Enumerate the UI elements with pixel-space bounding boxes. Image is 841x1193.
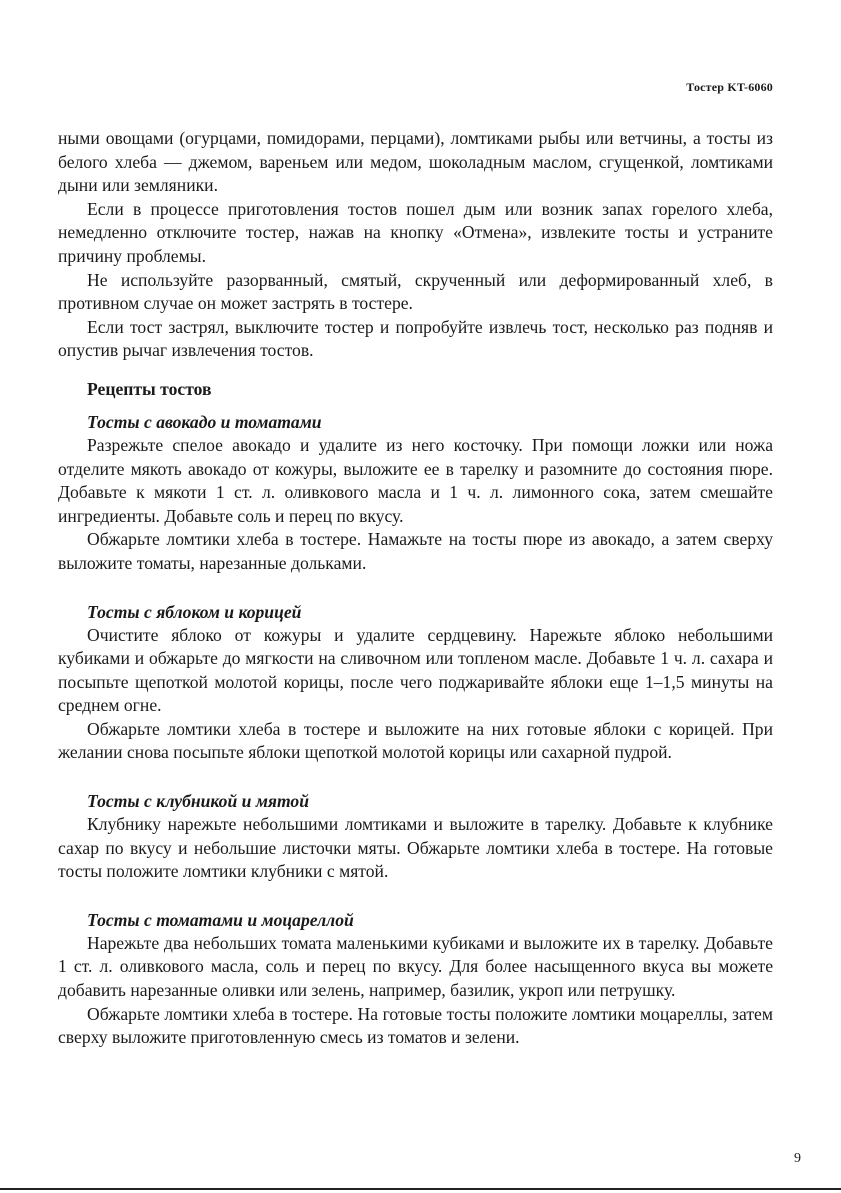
intro-paragraph: Если тост застрял, выключите тостер и попробуйте извлечь тост, несколько раз подняв и опустив рычаг извлечения тостов.: [58, 316, 773, 361]
intro-paragraph: Не используйте разорванный, смятый, скрученный или деформированный хлеб, в противном случае он может застрять в тостере.: [58, 269, 773, 314]
recipe-apple-cinnamon: [58, 600, 773, 766]
recipe-strawberry-mint: [58, 789, 773, 884]
intro-paragraph: ными овощами (огурцами, помидорами, перцами), ломтиками рыбы или ветчины, а тосты из белого хлеба — джемом, вареньем или медом, шоколадным маслом, сгущенкой, ломтиками дыни или земляники.: [58, 128, 773, 196]
page-number: 9: [794, 1151, 801, 1166]
recipe-paragraph: Клубнику нарежьте небольшими ломтиками и выложите в тарелку. Добавьте к клубнике сахар по вкусу и небольшие листочки мяты. Обжарьте ломтики хлеба в тостере. На готовые тосты положите ломтики клубники с мятой.: [58, 814, 773, 882]
recipe-paragraph: Обжарьте ломтики хлеба в тостере. Намажьте на тосты пюре из авокадо, а затем сверху выложите томаты, нарезанные дольками.: [58, 529, 773, 573]
recipe-title: Тосты с авокадо и томатами: [87, 411, 322, 432]
recipe-title: Тосты с томатами и моцареллой: [87, 909, 354, 930]
section-heading: Рецепты тостов: [87, 378, 212, 399]
recipe-tomato-mozzarella: [58, 908, 773, 1050]
recipe-title: Тосты с яблоком и корицей: [87, 601, 302, 622]
recipe-paragraph: Очистите яблоко от кожуры и удалите сердцевину. Нарежьте яблоко небольшими кубиками и обжарьте до мягкости на сливочном или топленом масле. Добавьте 1 ч. л. сахара и посыпьте щепоткой молотой корицы, после чего поджаривайте яблоки еще 1–1,5 минуты на среднем огне.: [58, 624, 773, 716]
recipe-paragraph: Нарежьте два небольших томата маленькими кубиками и выложите их в тарелку. Добавьте 1 ст. л. оливкового масла, соль и перец по вкусу. Для более насыщенного вкуса вы можете добавить нарезанные оливки или зелень, например, базилик, укроп или петрушку.: [58, 932, 773, 1001]
document-body: [58, 127, 773, 1050]
bottom-divider: [0, 1188, 841, 1190]
recipe-paragraph: Разрежьте спелое авокадо и удалите из него косточку. При помощи ложки или ножа отделите мякоть авокадо от кожуры, выложите ее в тарелку и разомните до состояния пюре. Добавьте к мякоти 1 ст. л. оливкового масла и 1 ч. л. лимонного сока, затем смешайте ингредиенты. Добавьте соль и перец по вкусу.: [58, 434, 773, 526]
recipe-paragraph: Обжарьте ломтики хлеба в тостере. На готовые тосты положите ломтики моцареллы, затем сверху выложите приготовленную смесь из томатов и зелени.: [58, 1003, 773, 1048]
recipe-paragraph: Обжарьте ломтики хлеба в тостере и выложите на них готовые яблоки с корицей. При желании снова посыпьте яблоки щепоткой молотой корицы или сахарной пудрой.: [58, 718, 773, 763]
page-header-title: Тостер KT-6060: [686, 80, 773, 94]
recipe-avocado: [58, 410, 773, 576]
intro-paragraph: Если в процессе приготовления тостов пошел дым или возник запах горелого хлеба, немедленно отключите тостер, нажав на кнопку «Отмена», извлеките тосты и устраните причину проблемы.: [58, 198, 773, 266]
recipe-title: Тосты с клубникой и мятой: [87, 791, 309, 812]
